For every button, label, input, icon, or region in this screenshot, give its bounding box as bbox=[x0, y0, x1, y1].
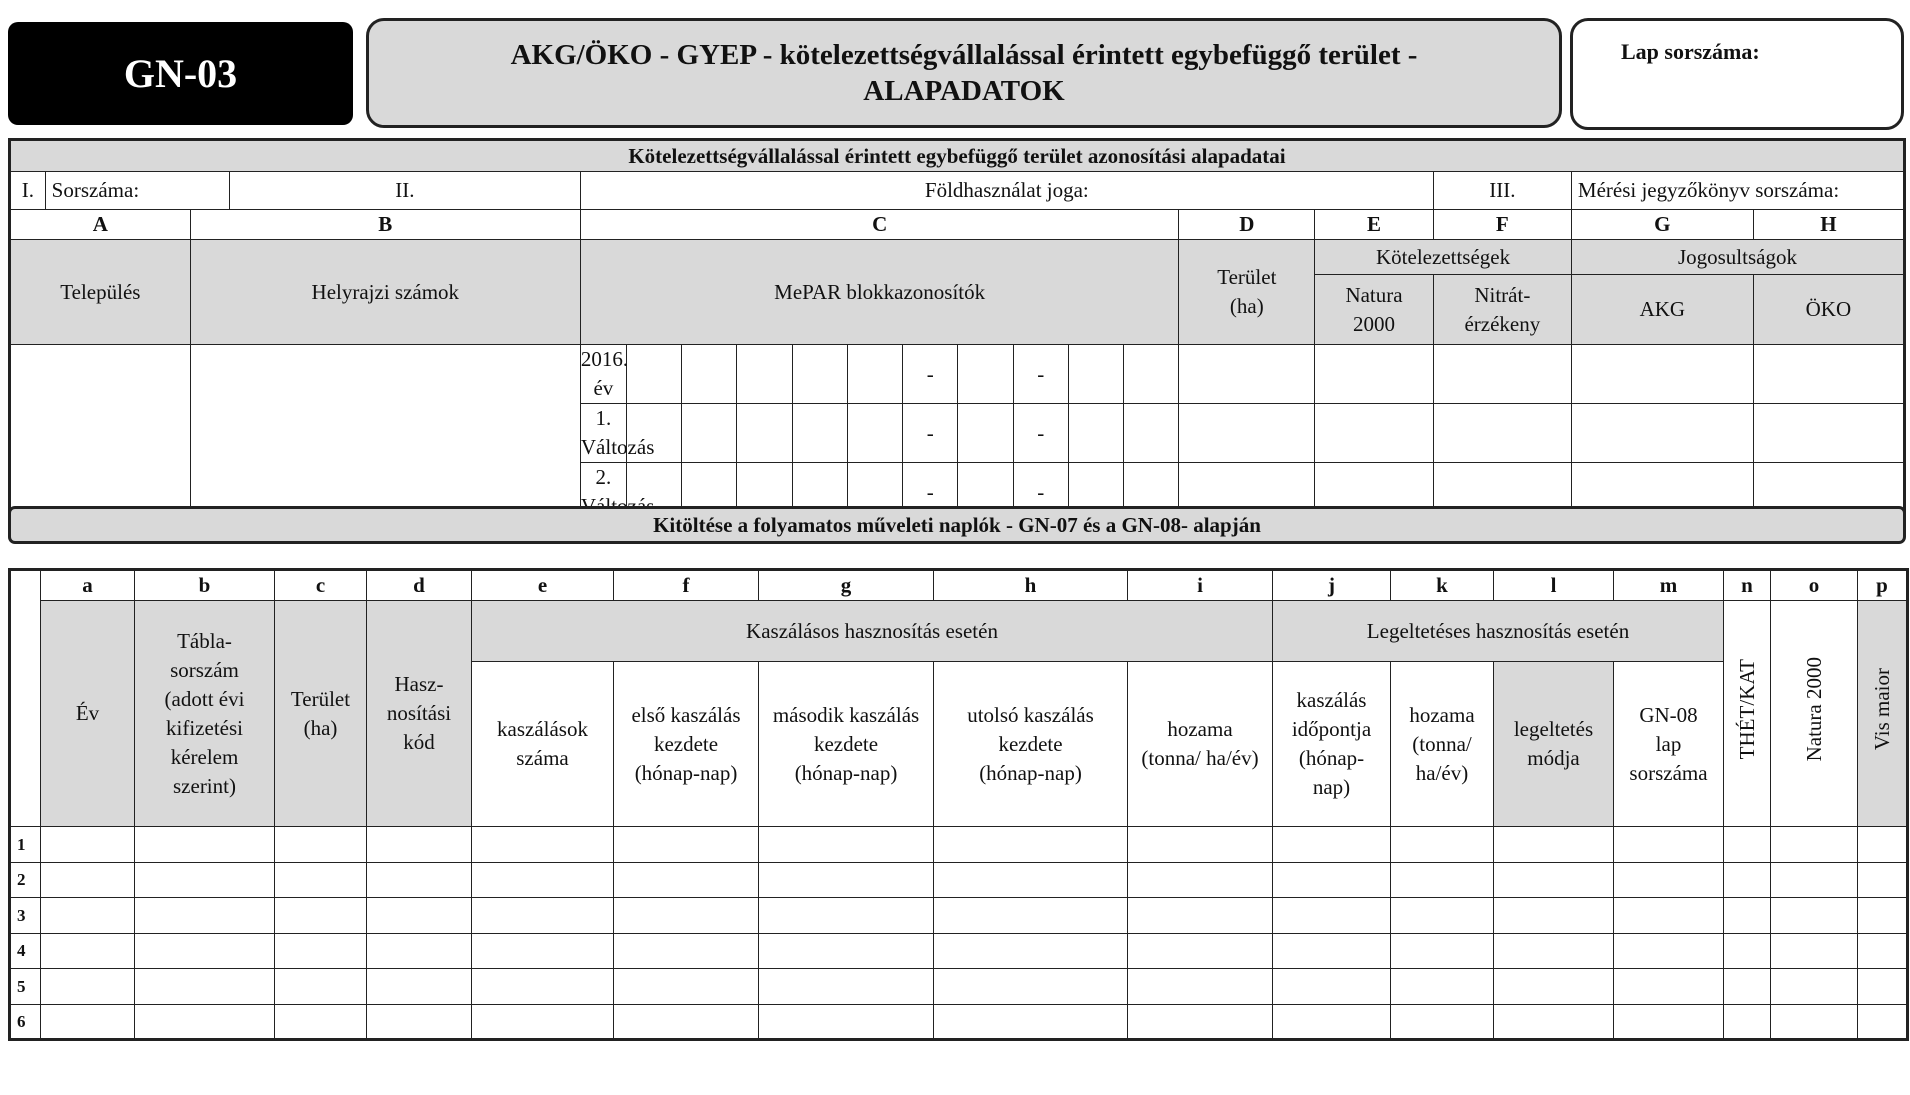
oko-input[interactable] bbox=[1753, 404, 1904, 463]
input-cell-i[interactable] bbox=[1128, 933, 1273, 969]
input-cell-f[interactable] bbox=[614, 1004, 759, 1040]
col-letter-j: j bbox=[1273, 570, 1391, 601]
input-cell-g[interactable] bbox=[759, 1004, 934, 1040]
col-letter-g: g bbox=[759, 570, 934, 601]
input-cell-n[interactable] bbox=[1724, 898, 1771, 934]
table-row bbox=[10, 862, 1908, 898]
input-cell-o[interactable] bbox=[1771, 827, 1858, 863]
input-cell-a[interactable] bbox=[41, 827, 135, 863]
input-cell-f[interactable] bbox=[614, 898, 759, 934]
title-line-2: ALAPADATOK bbox=[863, 75, 1065, 107]
input-cell-b[interactable] bbox=[135, 862, 275, 898]
akg-input[interactable] bbox=[1571, 404, 1753, 463]
input-cell-f[interactable] bbox=[614, 933, 759, 969]
table-row bbox=[10, 898, 1908, 934]
input-cell-n[interactable] bbox=[1724, 827, 1771, 863]
input-cell-n[interactable] bbox=[1724, 1004, 1771, 1040]
id-roman-2: II. bbox=[229, 172, 580, 210]
input-cell-p[interactable] bbox=[1858, 969, 1908, 1005]
thet-label: THÉT/KAT bbox=[1734, 659, 1759, 760]
input-cell-m[interactable] bbox=[1614, 827, 1724, 863]
terulet-input[interactable] bbox=[1179, 404, 1315, 463]
row-number: 2 bbox=[10, 862, 41, 898]
col-letter-n: n bbox=[1724, 570, 1771, 601]
input-cell-l[interactable] bbox=[1494, 969, 1614, 1005]
natura-line2: 2000 bbox=[1353, 311, 1395, 336]
input-cell-f[interactable] bbox=[614, 862, 759, 898]
mepar-cell[interactable] bbox=[847, 404, 902, 463]
col-letter-c: c bbox=[275, 570, 367, 601]
input-cell-a[interactable] bbox=[41, 933, 135, 969]
input-cell-o[interactable] bbox=[1771, 933, 1858, 969]
input-cell-b[interactable] bbox=[135, 1004, 275, 1040]
header-line: GN-08 bbox=[1639, 702, 1698, 727]
header-line: kaszálás bbox=[1296, 688, 1367, 712]
input-cell-m[interactable] bbox=[1614, 969, 1724, 1005]
natura-line1: Natura bbox=[1345, 282, 1403, 307]
header-hozama-i bbox=[1128, 662, 1273, 827]
header-ev: Év bbox=[41, 601, 135, 827]
input-cell-h[interactable] bbox=[934, 827, 1128, 863]
col-letter-A: A bbox=[10, 210, 191, 240]
akg-input[interactable] bbox=[1571, 345, 1753, 404]
page-number-box[interactable] bbox=[1570, 18, 1904, 130]
input-cell-i[interactable] bbox=[1128, 862, 1273, 898]
header-line: nosítási bbox=[386, 701, 452, 725]
header-line: sorszáma bbox=[1629, 760, 1708, 785]
input-cell-j[interactable] bbox=[1273, 862, 1391, 898]
input-cell-p[interactable] bbox=[1858, 933, 1908, 969]
header-mepar: MePAR blokkazonosítók bbox=[580, 240, 1179, 345]
header-line: hozama bbox=[1409, 702, 1475, 727]
input-cell-p[interactable] bbox=[1858, 827, 1908, 863]
form-title bbox=[366, 18, 1562, 128]
header-akg: AKG bbox=[1571, 275, 1753, 345]
input-cell-j[interactable] bbox=[1273, 969, 1391, 1005]
mepar-dash: - bbox=[903, 463, 958, 523]
input-cell-k[interactable] bbox=[1391, 898, 1494, 934]
title-line-1: AKG/ÖKO - GYEP - kötelezettségvállalással érintett egybefüggő terület - bbox=[510, 39, 1418, 71]
header-kaszalas-idopont bbox=[1273, 662, 1391, 827]
banner-text: Kitöltése a folyamatos műveleti naplók - GN-07 és a GN-08- alapján bbox=[653, 512, 1261, 537]
operations-table bbox=[8, 568, 1909, 1041]
input-cell-i[interactable] bbox=[1128, 1004, 1273, 1040]
header-utolso bbox=[934, 662, 1128, 827]
col-letter-a: a bbox=[41, 570, 135, 601]
input-cell-b[interactable] bbox=[135, 933, 275, 969]
input-cell-c[interactable] bbox=[275, 862, 367, 898]
header-terulet bbox=[275, 601, 367, 827]
header-line: ha/év) bbox=[1415, 760, 1469, 785]
mepar-cell[interactable] bbox=[1124, 345, 1179, 404]
input-cell-o[interactable] bbox=[1771, 969, 1858, 1005]
input-cell-e[interactable] bbox=[472, 827, 614, 863]
mepar-cell[interactable] bbox=[682, 345, 737, 404]
foldhasznalat-label: Földhasználat joga: bbox=[924, 178, 1089, 202]
table-row bbox=[10, 933, 1908, 969]
input-cell-d[interactable] bbox=[367, 933, 472, 969]
mepar-cell[interactable] bbox=[792, 345, 847, 404]
nitrat-line1: Nitrát- bbox=[1474, 282, 1531, 307]
input-cell-g[interactable] bbox=[759, 862, 934, 898]
mepar-cell[interactable] bbox=[792, 404, 847, 463]
header-kotelezettsegek: Kötelezettségek bbox=[1315, 240, 1572, 275]
identification-table bbox=[8, 138, 1906, 524]
input-cell-c[interactable] bbox=[275, 827, 367, 863]
header-line: kaszálások bbox=[497, 717, 588, 741]
row-label-valtozas-2: 2. bbox=[580, 463, 626, 523]
col-letter-F: F bbox=[1433, 210, 1571, 240]
header-tabla bbox=[135, 601, 275, 827]
header-line: utolsó kaszálás bbox=[967, 702, 1094, 727]
header-line: száma bbox=[516, 746, 569, 770]
header-line: (hónap-nap) bbox=[979, 760, 1082, 785]
input-cell-o[interactable] bbox=[1771, 862, 1858, 898]
col-letter-E: E bbox=[1315, 210, 1434, 240]
group-legeltetes: Legeltetéses hasznosítás esetén bbox=[1273, 601, 1724, 662]
input-cell-i[interactable] bbox=[1128, 898, 1273, 934]
row-label-2016: 2016. év bbox=[580, 345, 626, 404]
row-number: 4 bbox=[10, 933, 41, 969]
header-line: időpontja bbox=[1291, 717, 1372, 741]
input-cell-k[interactable] bbox=[1391, 1004, 1494, 1040]
mepar-dash: - bbox=[1013, 345, 1068, 404]
vis-label: Vis maior bbox=[1869, 668, 1894, 751]
mepar-cell[interactable] bbox=[626, 345, 681, 404]
header-gn08 bbox=[1614, 662, 1724, 827]
col-letter-o: o bbox=[1771, 570, 1858, 601]
header-line: (ha) bbox=[303, 715, 338, 740]
header-line: (hónap- bbox=[1298, 746, 1365, 770]
col-letter-D: D bbox=[1179, 210, 1315, 240]
col-letter-h: h bbox=[934, 570, 1128, 601]
mepar-dash: - bbox=[1013, 404, 1068, 463]
input-cell-j[interactable] bbox=[1273, 1004, 1391, 1040]
input-cell-d[interactable] bbox=[367, 969, 472, 1005]
col-letter-f: f bbox=[614, 570, 759, 601]
input-cell-p[interactable] bbox=[1858, 862, 1908, 898]
col-letter-i: i bbox=[1128, 570, 1273, 601]
input-cell-k[interactable] bbox=[1391, 933, 1494, 969]
corner-cell bbox=[10, 570, 41, 827]
natura-input[interactable] bbox=[1315, 345, 1434, 404]
input-cell-m[interactable] bbox=[1614, 933, 1724, 969]
header-thet bbox=[1724, 601, 1771, 827]
header-vis-maior bbox=[1858, 601, 1908, 827]
input-cell-k[interactable] bbox=[1391, 862, 1494, 898]
col-letter-C: C bbox=[580, 210, 1179, 240]
input-cell-h[interactable] bbox=[934, 898, 1128, 934]
page-number-label: Lap sorszáma: bbox=[1621, 39, 1760, 64]
input-cell-a[interactable] bbox=[41, 969, 135, 1005]
hrsz-input[interactable] bbox=[190, 345, 580, 523]
meresi-field[interactable] bbox=[1571, 172, 1904, 210]
mepar-cell[interactable] bbox=[737, 345, 792, 404]
input-cell-d[interactable] bbox=[367, 827, 472, 863]
input-cell-c[interactable] bbox=[275, 969, 367, 1005]
header-line: kód bbox=[403, 730, 435, 754]
header-line: nap) bbox=[1312, 775, 1351, 799]
mepar-cell[interactable] bbox=[958, 345, 1013, 404]
header-line: kérelem bbox=[170, 744, 239, 769]
input-cell-p[interactable] bbox=[1858, 1004, 1908, 1040]
row-number: 6 bbox=[10, 1004, 41, 1040]
input-cell-m[interactable] bbox=[1614, 862, 1724, 898]
meresi-label: Mérési jegyzőkönyv sorszáma: bbox=[1577, 178, 1840, 202]
row-number: 5 bbox=[10, 969, 41, 1005]
header-telepules: Település bbox=[10, 240, 191, 345]
input-cell-d[interactable] bbox=[367, 898, 472, 934]
header-line: szerint) bbox=[173, 773, 236, 798]
foldhasznalat-field[interactable] bbox=[580, 172, 1433, 210]
input-cell-h[interactable] bbox=[934, 1004, 1128, 1040]
input-cell-f[interactable] bbox=[614, 827, 759, 863]
header-elso bbox=[614, 662, 759, 827]
input-cell-l[interactable] bbox=[1494, 898, 1614, 934]
id-roman-3: III. bbox=[1433, 172, 1571, 210]
header-nitrat bbox=[1433, 275, 1571, 345]
header-line: módja bbox=[1527, 746, 1580, 770]
header-natura bbox=[1315, 275, 1434, 345]
col-letter-l: l bbox=[1494, 570, 1614, 601]
header-hrsz: Helyrajzi számok bbox=[190, 240, 580, 345]
header-line: Tábla- bbox=[177, 628, 232, 653]
header-line: kezdete bbox=[813, 731, 879, 756]
input-cell-p[interactable] bbox=[1858, 898, 1908, 934]
input-cell-h[interactable] bbox=[934, 862, 1128, 898]
header-natura bbox=[1771, 601, 1858, 827]
input-cell-a[interactable] bbox=[41, 898, 135, 934]
header-line: (hónap-nap) bbox=[634, 760, 738, 785]
header-hasznositasi bbox=[367, 601, 472, 827]
input-cell-b[interactable] bbox=[135, 827, 275, 863]
telepules-input[interactable] bbox=[10, 345, 191, 523]
input-cell-l[interactable] bbox=[1494, 827, 1614, 863]
input-cell-d[interactable] bbox=[367, 862, 472, 898]
input-cell-l[interactable] bbox=[1494, 933, 1614, 969]
terulet-line2: (ha) bbox=[1229, 294, 1264, 318]
header-line: legeltetés bbox=[1513, 717, 1594, 741]
input-cell-e[interactable] bbox=[472, 1004, 614, 1040]
input-cell-e[interactable] bbox=[472, 862, 614, 898]
terulet-input[interactable] bbox=[1179, 345, 1315, 404]
group-kaszalas: Kaszálásos hasznosítás esetén bbox=[472, 601, 1273, 662]
col-letter-k: k bbox=[1391, 570, 1494, 601]
input-cell-g[interactable] bbox=[759, 898, 934, 934]
input-cell-k[interactable] bbox=[1391, 827, 1494, 863]
col-letter-p: p bbox=[1858, 570, 1908, 601]
input-cell-i[interactable] bbox=[1128, 969, 1273, 1005]
header-oko: ÖKO bbox=[1753, 275, 1904, 345]
col-letter-b: b bbox=[135, 570, 275, 601]
col-letter-B: B bbox=[190, 210, 580, 240]
section1-title: Kötelezettségvállalással érintett egybefüggő terület azonosítási alapadatai bbox=[10, 140, 1905, 172]
input-cell-j[interactable] bbox=[1273, 898, 1391, 934]
mepar-cell[interactable] bbox=[1068, 404, 1123, 463]
header-legeltetes bbox=[1494, 662, 1614, 827]
input-cell-g[interactable] bbox=[759, 969, 934, 1005]
section2-banner bbox=[8, 506, 1906, 544]
header-jogosultsagok: Jogosultságok bbox=[1571, 240, 1904, 275]
header-line: első kaszálás bbox=[631, 702, 741, 727]
sorszama-field[interactable] bbox=[45, 172, 229, 210]
mepar-cell[interactable] bbox=[737, 404, 792, 463]
row-number: 3 bbox=[10, 898, 41, 934]
form-code: GN-03 bbox=[123, 51, 238, 96]
sorszama-label: Sorszáma: bbox=[51, 178, 140, 202]
oko-input[interactable] bbox=[1753, 345, 1904, 404]
header-terulet bbox=[1179, 240, 1315, 345]
id-roman-1: I. bbox=[10, 172, 46, 210]
mepar-cell[interactable] bbox=[847, 345, 902, 404]
input-cell-o[interactable] bbox=[1771, 898, 1858, 934]
input-cell-c[interactable] bbox=[275, 1004, 367, 1040]
input-cell-b[interactable] bbox=[135, 969, 275, 1005]
input-cell-h[interactable] bbox=[934, 933, 1128, 969]
input-cell-e[interactable] bbox=[472, 898, 614, 934]
nitrat-line2: érzékeny bbox=[1464, 311, 1541, 336]
mepar-dash: - bbox=[903, 345, 958, 404]
mepar-dash: - bbox=[1013, 463, 1068, 523]
input-cell-m[interactable] bbox=[1614, 898, 1724, 934]
input-cell-a[interactable] bbox=[41, 1004, 135, 1040]
col-letter-d: d bbox=[367, 570, 472, 601]
natura-input[interactable] bbox=[1315, 404, 1434, 463]
input-cell-n[interactable] bbox=[1724, 969, 1771, 1005]
input-cell-j[interactable] bbox=[1273, 827, 1391, 863]
input-cell-e[interactable] bbox=[472, 933, 614, 969]
input-cell-g[interactable] bbox=[759, 933, 934, 969]
input-cell-j[interactable] bbox=[1273, 933, 1391, 969]
input-cell-o[interactable] bbox=[1771, 1004, 1858, 1040]
input-cell-h[interactable] bbox=[934, 969, 1128, 1005]
header-kaszalasok bbox=[472, 662, 614, 827]
input-cell-b[interactable] bbox=[135, 898, 275, 934]
col-letter-m: m bbox=[1614, 570, 1724, 601]
header-line: sorszám bbox=[170, 657, 239, 682]
table-row bbox=[10, 1004, 1908, 1040]
header-line: Hasz- bbox=[394, 672, 444, 696]
natura-label: Natura 2000 bbox=[1801, 657, 1826, 762]
input-cell-g[interactable] bbox=[759, 827, 934, 863]
input-cell-a[interactable] bbox=[41, 862, 135, 898]
header-line: (hónap-nap) bbox=[794, 760, 898, 785]
input-cell-c[interactable] bbox=[275, 933, 367, 969]
header-line: lap bbox=[1655, 731, 1682, 756]
row-label-valtozas-1: 1. Változás bbox=[580, 404, 626, 463]
header-line: kezdete bbox=[998, 731, 1063, 756]
input-cell-n[interactable] bbox=[1724, 933, 1771, 969]
col-letter-H: H bbox=[1753, 210, 1904, 240]
input-cell-l[interactable] bbox=[1494, 1004, 1614, 1040]
mepar-cell[interactable] bbox=[1124, 404, 1179, 463]
header-line: kezdete bbox=[653, 731, 719, 756]
input-cell-d[interactable] bbox=[367, 1004, 472, 1040]
header-line: (adott évi bbox=[164, 686, 245, 711]
mepar-cell[interactable] bbox=[1068, 345, 1123, 404]
mepar-dash: - bbox=[903, 404, 958, 463]
input-cell-i[interactable] bbox=[1128, 827, 1273, 863]
input-cell-l[interactable] bbox=[1494, 862, 1614, 898]
input-cell-c[interactable] bbox=[275, 898, 367, 934]
header-hozama-k bbox=[1391, 662, 1494, 827]
mepar-cell[interactable] bbox=[682, 404, 737, 463]
col-letter-e: e bbox=[472, 570, 614, 601]
header-line: kifizetési bbox=[166, 715, 243, 740]
col-letter-G: G bbox=[1571, 210, 1753, 240]
nitrat-input[interactable] bbox=[1433, 404, 1571, 463]
row-number: 1 bbox=[10, 827, 41, 863]
table-row bbox=[10, 827, 1908, 863]
input-cell-k[interactable] bbox=[1391, 969, 1494, 1005]
header-line: (tonna/ ha/év) bbox=[1141, 746, 1259, 770]
form-code-badge bbox=[8, 22, 353, 125]
nitrat-input[interactable] bbox=[1433, 345, 1571, 404]
header-line: (tonna/ bbox=[1412, 731, 1472, 756]
table-row bbox=[10, 969, 1908, 1005]
header-line: hozama bbox=[1167, 717, 1233, 741]
header-line: második kaszálás bbox=[772, 702, 920, 727]
header-line: Terület bbox=[290, 686, 351, 711]
input-cell-f[interactable] bbox=[614, 969, 759, 1005]
mepar-cell[interactable] bbox=[958, 404, 1013, 463]
header-masodik bbox=[759, 662, 934, 827]
input-cell-e[interactable] bbox=[472, 969, 614, 1005]
input-cell-m[interactable] bbox=[1614, 1004, 1724, 1040]
terulet-line1: Terület bbox=[1217, 265, 1277, 289]
input-cell-n[interactable] bbox=[1724, 862, 1771, 898]
